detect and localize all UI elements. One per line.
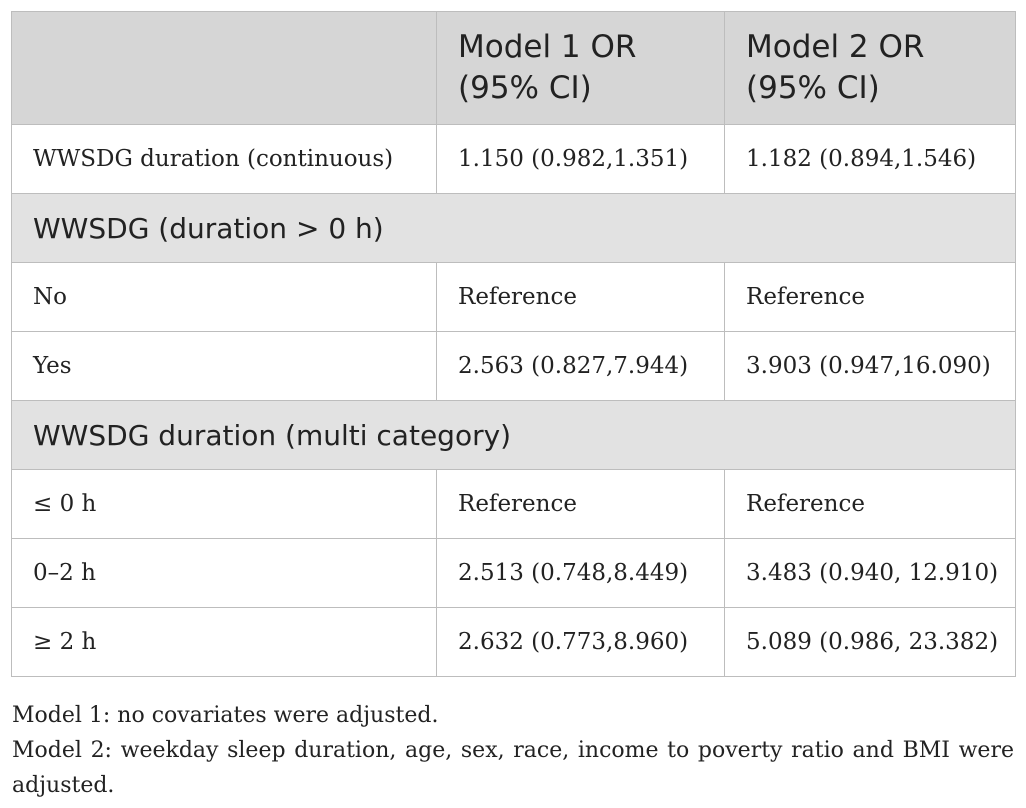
row-label: ≥ 2 h [12,608,437,677]
section-row [12,194,1016,263]
table-row [12,608,1016,677]
model1-value: 2.513 (0.748,8.449) [437,539,725,608]
table-row [12,125,1016,194]
model1-value: 2.563 (0.827,7.944) [437,332,725,401]
model1-value: Reference [437,263,725,332]
table-footnotes [12,698,1014,803]
row-label: WWSDG duration (continuous) [12,125,437,194]
model2-value: Reference [725,470,1016,539]
model2-value: 5.089 (0.986, 23.382) [725,608,1016,677]
table-row [12,332,1016,401]
row-label: ≤ 0 h [12,470,437,539]
header-cell-model2: Model 2 OR (95% CI) [725,12,1016,125]
section-label: WWSDG duration (multi category) [12,401,1016,470]
row-label: 0–2 h [12,539,437,608]
table-row [12,470,1016,539]
header-cell-label [12,12,437,125]
model1-value: 2.632 (0.773,8.960) [437,608,725,677]
section-row [12,401,1016,470]
header-row [12,12,1016,125]
header-cell-model1: Model 1 OR (95% CI) [437,12,725,125]
row-label: No [12,263,437,332]
model1-value: 1.150 (0.982,1.351) [437,125,725,194]
model2-value: 3.903 (0.947,16.090) [725,332,1016,401]
results-table [11,11,1016,677]
table-row [12,539,1016,608]
model2-value: 3.483 (0.940, 12.910) [725,539,1016,608]
model2-value: Reference [725,263,1016,332]
section-label: WWSDG (duration > 0 h) [12,194,1016,263]
table-row [12,263,1016,332]
model2-value: 1.182 (0.894,1.546) [725,125,1016,194]
model1-value: Reference [437,470,725,539]
footnote-model1: Model 1: no covariates were adjusted. [12,703,439,728]
footnote-model2: Model 2: weekday sleep duration, age, sex, race, income to poverty ratio and BMI were adjusted. [12,738,1014,798]
row-label: Yes [12,332,437,401]
